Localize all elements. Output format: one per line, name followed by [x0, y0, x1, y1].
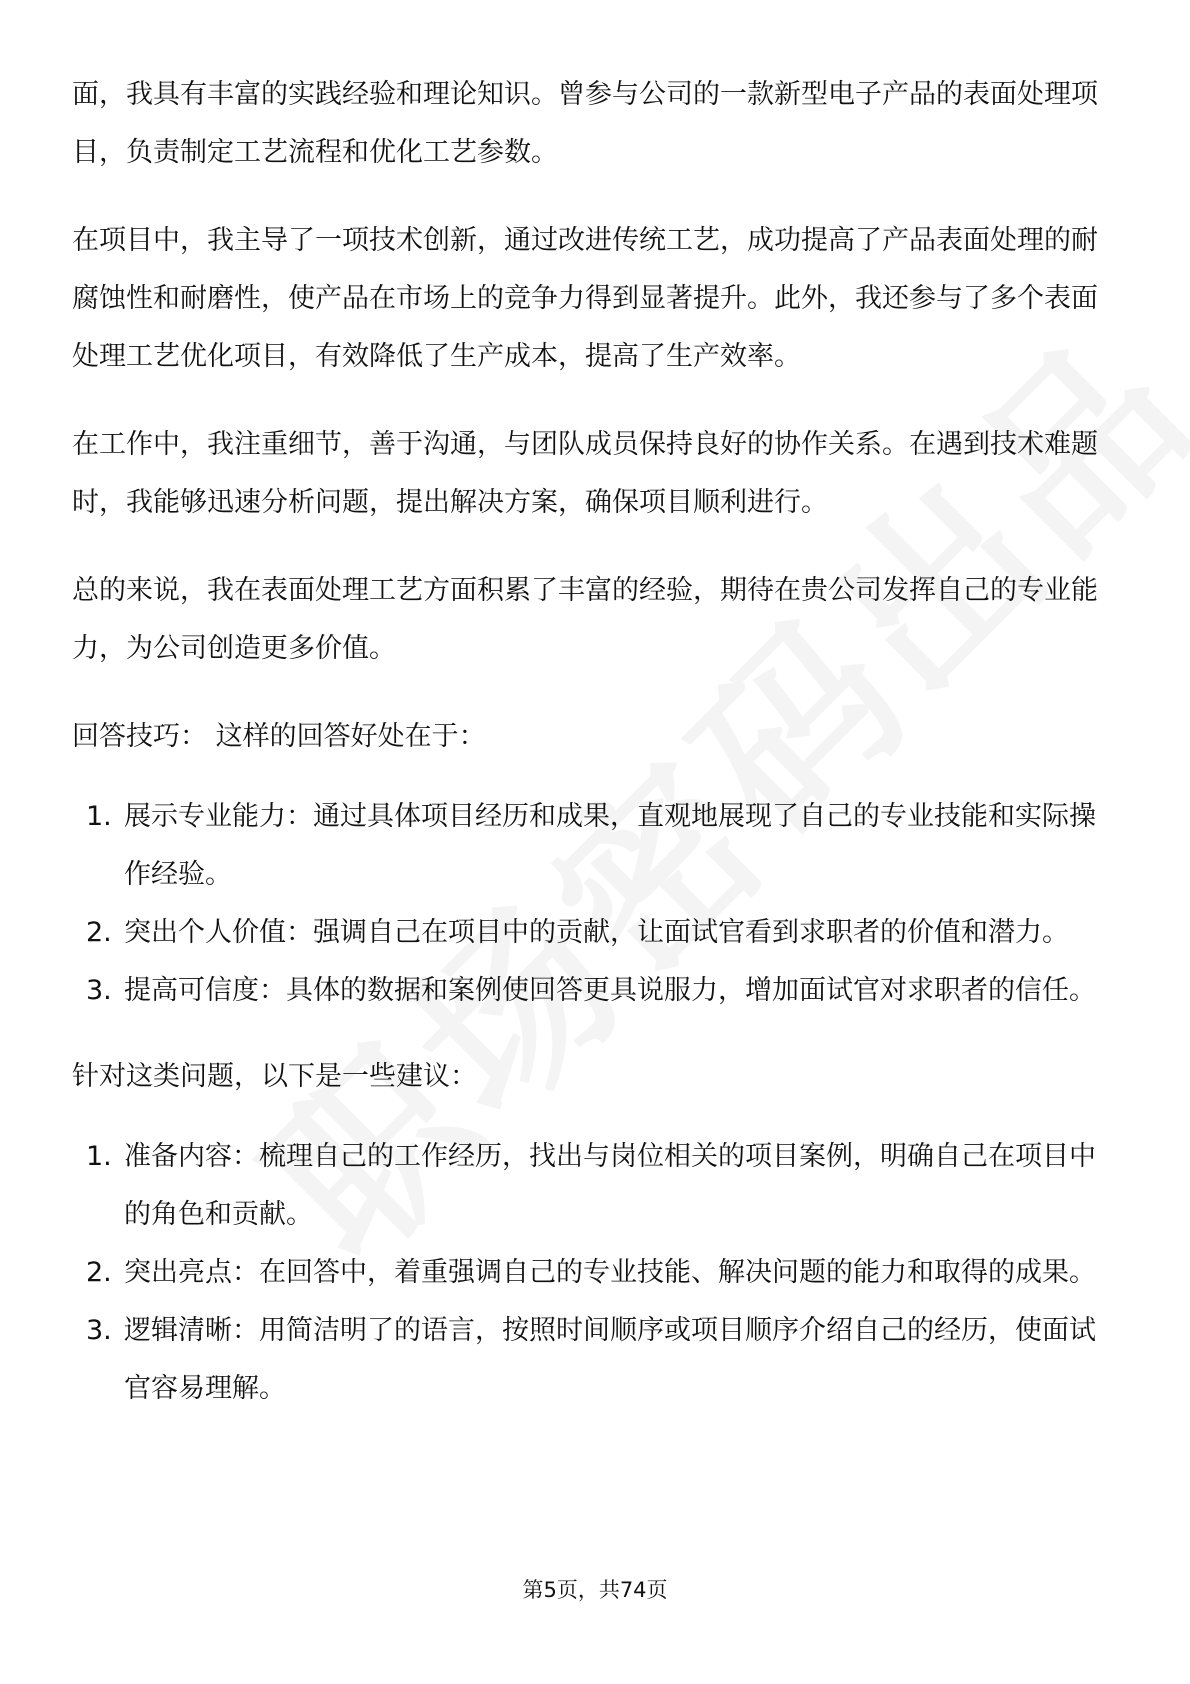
list-item	[72, 788, 1118, 904]
list-item-text: 展示专业能力：通过具体项目经历和成果，直观地展现了自己的专业技能和实际操作经验。	[124, 801, 1096, 890]
tips-list	[72, 788, 1118, 1020]
list-item-text: 突出个人价值：强调自己在项目中的贡献，让面试官看到求职者的价值和潜力。	[124, 917, 1069, 948]
list-item-text: 提高可信度：具体的数据和案例使回答更具说服力，增加面试官对求职者的信任。	[124, 975, 1096, 1006]
list-number: 1.	[86, 1141, 112, 1172]
list-number: 2.	[86, 1257, 112, 1288]
list-number: 3.	[86, 975, 112, 1006]
body-paragraph: 在工作中，我注重细节，善于沟通，与团队成员保持良好的协作关系。在遇到技术难题时，我能够迅速分析问题，提出解决方案，确保项目顺利进行。	[72, 429, 1098, 518]
list-number: 3.	[86, 1315, 112, 1346]
body-paragraph: 面，我具有丰富的实践经验和理论知识。曾参与公司的一款新型电子产品的表面处理项目，负责制定工艺流程和优化工艺参数。	[72, 79, 1098, 168]
suggestions-heading: 针对这类问题，以下是一些建议：	[72, 1061, 477, 1092]
list-number: 1.	[86, 801, 112, 832]
body-paragraph: 在项目中，我主导了一项技术创新，通过改进传统工艺，成功提高了产品表面处理的耐腐蚀性和耐磨性，使产品在市场上的竞争力得到显著提升。此外，我还参与了多个表面处理工艺优化项目，有效降低了生产成本，提高了生产效率。	[72, 225, 1098, 372]
list-item-text: 准备内容：梳理自己的工作经历，找出与岗位相关的项目案例，明确自己在项目中的角色和贡献。	[124, 1141, 1096, 1230]
list-item	[72, 904, 1118, 962]
list-item	[72, 1302, 1118, 1418]
body-paragraph: 总的来说，我在表面处理工艺方面积累了丰富的经验，期待在贵公司发挥自己的专业能力，为公司创造更多价值。	[72, 575, 1098, 664]
suggestions-list	[72, 1128, 1118, 1418]
list-item	[72, 962, 1118, 1020]
list-item	[72, 1244, 1118, 1302]
tips-heading: 回答技巧： 这样的回答好处在于：	[72, 721, 486, 752]
list-number: 2.	[86, 917, 112, 948]
page-footer: 第5页，共74页	[522, 1578, 668, 1602]
list-item-text: 突出亮点：在回答中，着重强调自己的专业技能、解决问题的能力和取得的成果。	[124, 1257, 1096, 1288]
list-item	[72, 1128, 1118, 1244]
document-content	[72, 66, 1118, 1446]
list-item-text: 逻辑清晰：用简洁明了的语言，按照时间顺序或项目顺序介绍自己的经历，使面试官容易理解。	[124, 1315, 1096, 1404]
